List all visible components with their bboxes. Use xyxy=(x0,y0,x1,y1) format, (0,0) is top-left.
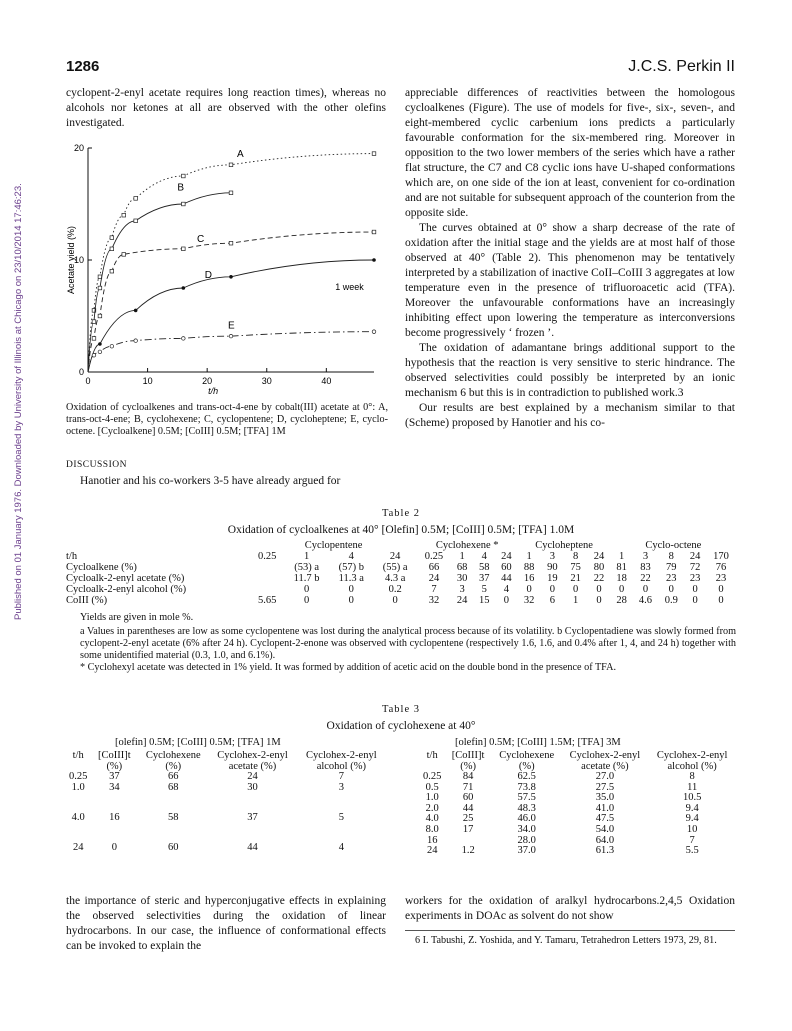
column-header: Cyclohex-2-enyl acetate (%) xyxy=(569,750,641,772)
table-cell: 0 xyxy=(111,841,117,853)
data-point xyxy=(122,213,126,217)
paragraph: Our results are best explained by a mechanism similar to that (Scheme) proposed by Hanotier and his co- xyxy=(405,402,735,429)
paragraph: The curves obtained at 0° show a sharp decrease of the rate of oxidation after the initial stage and the yields are at most half of those observed at 40° (Table 2). This phenomenon may be tentatively interpreted by a stabilization of inactive CoII–CoIII 3 aggregates at low temperature even in the presence of trifluoroacetic acid (TFA). Moreover the unfavourable conformations have an increasingly inhibiting effect upon lowering the temperature as interconversions become progressively ‘ frozen ’. xyxy=(405,222,735,339)
table-cell: 0 xyxy=(549,584,556,595)
data-point xyxy=(372,230,376,234)
table-cell: 8 xyxy=(573,551,579,562)
table-cell: 10 xyxy=(686,823,698,835)
x-tick-label: 20 xyxy=(202,376,213,386)
data-point xyxy=(134,219,138,223)
table-cell: 0 xyxy=(348,584,354,595)
table-cell: 0.25 xyxy=(257,551,277,562)
table-cell: 0 xyxy=(348,595,354,606)
table-row xyxy=(66,551,736,562)
table-row xyxy=(420,846,736,857)
data-point xyxy=(182,202,186,206)
table2-note: Yields are given in mole %. xyxy=(80,612,194,623)
table3-right-conditions: [olefin] 0.5M; [CoIII] 1.5M; [TFA] 3M xyxy=(455,737,621,748)
table-row xyxy=(66,595,736,606)
table-cell: 46.0 xyxy=(517,813,536,825)
table-cell: 9.4 xyxy=(685,802,699,814)
table-cell: 1 xyxy=(526,551,532,562)
table-cell: 11.3 a xyxy=(338,573,364,584)
table-cell: 37 xyxy=(479,573,490,584)
paragraph: cyclopent-2-enyl acetate requires long reaction times), whereas no alcohols nor ketones at all are observed with the other olefins investigated. xyxy=(66,87,386,129)
table-cell: (53) a xyxy=(294,562,319,573)
table2-footnote-a-b: a Values in parentheses are low as some cyclopentene was lost during the analytical process because of its volatility. b Cyclopentadiene was slowly formed from cyclopent-2-enyl acetate (6% after 24 h). Cyclopent-2-enone was observed with cyclopentene (respectively 1.6, 1.6, and 0.4% after 1, 4, and 24 h) together with some unidentified material (0.3, 1.0, and 6.1%). xyxy=(80,626,736,661)
column-header: Cyclohexene (%) xyxy=(145,750,201,772)
table-cell: 28.0 xyxy=(517,834,536,846)
table-cell: 24 xyxy=(501,551,512,562)
column-header: [CoIII]t (%) xyxy=(97,750,131,772)
table-cell: 48.3 xyxy=(517,802,536,814)
table2-footnote-star: * Cyclohexyl acetate was detected in 1% yield. It was formed by addition of acetic acid on the double bond in the presence of TFA. xyxy=(80,662,616,673)
table-cell: 24 xyxy=(593,551,605,562)
table-row xyxy=(66,573,736,584)
table-cell: 19 xyxy=(547,573,558,584)
table-cell: 71 xyxy=(462,781,474,793)
table-cell: 0.5 xyxy=(425,781,439,793)
column-header: Cyclohex-2-enyl alcohol (%) xyxy=(656,750,728,772)
table-cell: 0 xyxy=(692,595,698,606)
table2-group: Cyclo-octene xyxy=(645,540,702,551)
table3-header xyxy=(420,750,736,772)
table-cell: 23 xyxy=(715,573,727,584)
data-point xyxy=(229,163,233,167)
table-cell: 80 xyxy=(593,562,605,573)
table-cell: 1.2 xyxy=(461,845,475,857)
table-cell: 66 xyxy=(168,771,179,782)
table2 xyxy=(66,540,736,606)
table-cell: 35.0 xyxy=(595,792,615,804)
table-cell: 170 xyxy=(713,551,729,562)
table-cell: 0 xyxy=(642,584,649,595)
table-cell: 0 xyxy=(303,584,310,595)
table-cell: 1 xyxy=(573,595,579,606)
row-label: t/h xyxy=(66,551,78,562)
table-cell: 0.25 xyxy=(424,551,444,562)
table-cell: 37 xyxy=(109,771,120,782)
table-cell: 81 xyxy=(616,562,627,573)
table-cell: 0 xyxy=(596,584,602,595)
table-cell: 88 xyxy=(523,562,535,573)
table-cell: 72 xyxy=(689,562,701,573)
data-point xyxy=(372,152,376,156)
table-cell: 16 xyxy=(109,811,120,823)
table-cell: 3 xyxy=(549,551,556,562)
y-tick-label: 0 xyxy=(78,367,84,377)
data-point xyxy=(122,253,126,257)
table-cell: 11.7 b xyxy=(293,573,320,584)
table-cell: 57.5 xyxy=(517,792,536,804)
table-cell: 34 xyxy=(109,781,120,793)
table-cell: 0 xyxy=(573,584,579,595)
table-cell: 4 xyxy=(503,584,510,595)
table-cell: 8 xyxy=(668,551,674,562)
footnote: 6 I. Tabushi, Z. Yoshida, and Y. Tamaru, Tetrahedron Letters 1973, 29, 81. xyxy=(405,930,735,947)
table-cell: 47.5 xyxy=(595,813,615,825)
data-point xyxy=(92,337,96,341)
page-number: 1286 xyxy=(66,58,100,75)
table2-caption: Table 2 xyxy=(381,508,421,519)
table-row xyxy=(66,843,386,873)
table-cell: 10.5 xyxy=(682,792,702,804)
bottom-right-text: workers for the oxidation of aralkyl hydrocarbons.2,4,5 Oxidation experiments in DOAc as solvent do not show xyxy=(405,895,735,922)
series-line-B xyxy=(88,193,231,372)
bottom-left-text: the importance of steric and hyperconjugative effects in explaining the observed selectivities during the oxidation of linear hydrocarbons. In our case, the influence of conformational effects can be invoked to explain the xyxy=(66,895,386,952)
table-row xyxy=(66,813,386,843)
table-cell: 73.8 xyxy=(517,781,536,793)
table-cell: 5.5 xyxy=(685,845,699,857)
table-cell: 23 xyxy=(689,573,701,584)
data-point xyxy=(134,197,138,201)
table-cell: 30 xyxy=(247,781,258,793)
table-cell: 0.9 xyxy=(664,595,678,606)
data-point xyxy=(372,258,376,262)
table-cell: 15 xyxy=(479,595,490,606)
x-tick-label: 40 xyxy=(321,376,332,386)
table-cell: 58 xyxy=(168,811,179,823)
table-cell: 8 xyxy=(689,771,695,782)
table-cell: 0 xyxy=(668,584,674,595)
table-cell: 22 xyxy=(593,573,605,584)
row-label: CoIII (%) xyxy=(66,595,108,606)
table-cell: 27.5 xyxy=(595,781,615,793)
data-point xyxy=(182,337,186,341)
table-cell: 58 xyxy=(479,562,490,573)
table-cell: 90 xyxy=(547,562,558,573)
series-line-A xyxy=(88,154,374,372)
table-cell: 27.0 xyxy=(595,771,615,782)
table-cell: 4 xyxy=(348,551,354,562)
table-cell: 84 xyxy=(462,771,474,782)
data-point xyxy=(229,334,233,338)
x-tick-label: 0 xyxy=(85,376,91,386)
column-header: [CoIII]t (%) xyxy=(451,750,485,772)
table-cell: 0 xyxy=(718,584,724,595)
table-cell: 0.2 xyxy=(388,584,402,595)
table-cell: 7 xyxy=(689,834,695,846)
table-cell: (57) b xyxy=(338,562,364,573)
data-point xyxy=(92,320,96,324)
table2-group: Cyclohexene * xyxy=(435,540,499,551)
table-cell: 4 xyxy=(481,551,487,562)
table-cell: 24 xyxy=(247,771,258,782)
table-cell: 6 xyxy=(549,595,556,606)
right-column xyxy=(405,86,735,431)
data-point xyxy=(134,309,138,313)
discussion-text: Hanotier and his co-workers 3-5 have already argued for xyxy=(80,475,341,487)
table-cell: 16 xyxy=(426,834,438,846)
table-cell: 60 xyxy=(168,841,179,853)
table-cell: 30 xyxy=(456,573,468,584)
paragraph: appreciable differences of reactivities between the homologous cycloalkenes (Figure). The use of models for five-, six-, seven-, and eight-membered cyclic carbenium ions predicts a particularly favourable conformation for the six-membered ring. Moreover in opposition to the two lower members of the series which have a rather flat structure, the C7 and C8 cyclic ions have U-shaped conformations which are, on one side of the ion at least, convenient for co-ordination and are not suitable for subsequent approach of the counterion from the opposite side. xyxy=(405,87,735,219)
table-cell: 16 xyxy=(523,573,535,584)
table-cell: 8.0 xyxy=(425,823,439,835)
y-axis-label: Acetate yield (%) xyxy=(66,225,76,295)
table-cell: 7 xyxy=(338,771,344,782)
table-cell: 3 xyxy=(338,781,344,793)
table-cell: 7 xyxy=(431,584,437,595)
table-row xyxy=(66,783,386,813)
table-cell: 79 xyxy=(666,562,677,573)
table-cell: 0 xyxy=(303,595,310,606)
table-cell xyxy=(250,573,284,584)
table-cell: 34.0 xyxy=(517,823,536,835)
table-cell: 9.4 xyxy=(685,813,699,825)
table3-left-conditions: [olefin] 0.5M; [CoIII] 0.5M; [TFA] 1M xyxy=(115,737,281,748)
table-cell: 4 xyxy=(338,841,344,853)
table3-right xyxy=(420,750,736,857)
table-cell: 21 xyxy=(570,573,581,584)
table-cell: 68 xyxy=(456,562,468,573)
table-cell: 5 xyxy=(338,811,344,823)
annotation-1-week: 1 week xyxy=(335,282,364,293)
table-row xyxy=(66,584,736,595)
x-tick-label: 30 xyxy=(261,376,272,386)
column-header: t/h xyxy=(72,750,84,761)
table-cell: 24 xyxy=(428,573,440,584)
data-point xyxy=(98,286,102,290)
table-cell: 60 xyxy=(501,562,512,573)
column-header: t/h xyxy=(426,750,438,761)
table-cell: 0 xyxy=(596,595,602,606)
data-point xyxy=(110,269,114,273)
table-cell: 4.3 a xyxy=(384,573,406,584)
data-point xyxy=(182,286,186,290)
figure-caption: Oxidation of cycloalkenes and trans-oct-4-ene by cobalt(III) acetate at 0°: A, trans-oct-4-ene; B, cyclohexene; C, cyclopentene; D, cycloheptene; E, cyclo-octene. [Cycloalkene] 0.5M; [CoIII] 0.5M; [TFA] 1M xyxy=(66,402,388,437)
table-cell: 0 xyxy=(526,584,532,595)
table-cell: 54.0 xyxy=(595,823,615,835)
table-cell: 2.0 xyxy=(425,802,439,814)
table-cell: 1.0 xyxy=(71,781,85,793)
table-cell: 28 xyxy=(616,595,627,606)
table-cell xyxy=(250,584,284,595)
table-cell: 3 xyxy=(459,584,465,595)
table-cell: 3 xyxy=(642,551,649,562)
table-cell: 64.0 xyxy=(595,834,615,846)
data-point xyxy=(110,236,114,240)
series-label: B xyxy=(177,182,185,194)
data-point xyxy=(229,275,233,279)
row-label: Cycloalkene (%) xyxy=(66,562,137,573)
table2-group-header xyxy=(66,540,736,551)
paragraph: The oxidation of adamantane brings additional support to the hypothesis that the reaction is very sensitive to steric hindrance. The observed selectivities could possibly be interpreted by an ionic mechanism 6 but this is in contradiction to published work.3 xyxy=(405,342,735,399)
table-cell: 25 xyxy=(462,813,474,825)
data-point xyxy=(98,342,102,346)
table-cell: 1 xyxy=(303,551,310,562)
column-header: Cyclohex-2-enyl alcohol (%) xyxy=(306,750,377,772)
table-cell: 11 xyxy=(687,781,698,793)
table3-caption: Table 3 xyxy=(381,704,421,715)
table-cell: 5.65 xyxy=(257,595,277,606)
column-header: Cyclohex-2-enyl acetate (%) xyxy=(217,750,288,772)
table3-title: Oxidation of cyclohexene at 40° xyxy=(326,720,476,732)
data-point xyxy=(134,339,138,343)
table-cell: 66 xyxy=(428,562,440,573)
column-header: Cyclohexene (%) xyxy=(499,750,555,772)
table-cell: 4.0 xyxy=(425,813,439,825)
table-row xyxy=(66,772,386,783)
data-point xyxy=(92,353,96,357)
table-cell: 24 xyxy=(72,841,84,853)
data-point xyxy=(98,350,102,354)
series-label: A xyxy=(236,148,244,160)
table-cell: 41.0 xyxy=(595,802,615,814)
table-cell: 4.6 xyxy=(638,595,653,606)
discussion-heading: DISCUSSION xyxy=(66,460,127,470)
table-cell: 83 xyxy=(640,562,651,573)
table-cell: 0 xyxy=(618,584,625,595)
table-cell: 37.0 xyxy=(517,845,536,857)
table3-left xyxy=(66,750,386,873)
table-cell: 22 xyxy=(640,573,651,584)
table-cell: 1.0 xyxy=(425,792,439,804)
row-label: Cycloalk-2-enyl alcohol (%) xyxy=(66,584,187,595)
table-cell: 0 xyxy=(692,584,698,595)
data-point xyxy=(372,330,376,334)
series-line-C xyxy=(88,232,374,372)
table-cell: 44 xyxy=(501,573,512,584)
x-tick-label: 10 xyxy=(142,376,153,386)
table-cell: 24 xyxy=(389,551,401,562)
table-cell: 0.25 xyxy=(423,771,442,782)
table2-group: Cyclopentene xyxy=(304,540,363,551)
series-label: D xyxy=(204,269,213,281)
sidebar-provenance xyxy=(4,150,22,620)
y-tick-label: 20 xyxy=(73,143,84,153)
table-cell: 1 xyxy=(459,551,465,562)
journal-title: J.C.S. Perkin II xyxy=(628,58,735,75)
series-label: E xyxy=(228,320,235,332)
data-point xyxy=(229,191,233,195)
row-label: Cycloalk-2-enyl acetate (%) xyxy=(66,573,185,584)
data-point xyxy=(182,174,186,178)
table-cell: 18 xyxy=(616,573,627,584)
data-point xyxy=(110,344,114,348)
table-cell: 0 xyxy=(392,595,398,606)
series-label: C xyxy=(197,234,205,246)
provenance-text: Published on 01 January 1976. Downloaded by University of Illinois at Chicago on 23/10/2014 17:46:23. xyxy=(13,183,24,620)
table-cell: 37 xyxy=(247,811,258,823)
table-cell: 60 xyxy=(462,792,474,804)
table-cell: 32 xyxy=(523,595,535,606)
data-point xyxy=(182,247,186,251)
table-cell: 23 xyxy=(666,573,677,584)
y-tick-label: 10 xyxy=(73,255,84,265)
table-cell: 1 xyxy=(618,551,625,562)
table-cell: 76 xyxy=(715,562,727,573)
table-cell: 61.3 xyxy=(595,845,615,857)
yield-chart xyxy=(64,140,386,395)
table-cell: 4.0 xyxy=(71,811,85,823)
table-row xyxy=(420,772,736,783)
table2-title: Oxidation of cycloalkenes at 40° [Olefin] 0.5M; [CoIII] 0.5M; [TFA] 1.0M xyxy=(227,524,575,536)
table-cell: 62.5 xyxy=(517,771,536,782)
table-cell: 0 xyxy=(718,595,724,606)
data-point xyxy=(98,314,102,318)
table3-header xyxy=(66,750,386,772)
table-cell: 24 xyxy=(689,551,701,562)
table-cell: 68 xyxy=(168,781,179,793)
table-cell xyxy=(250,562,284,573)
table-cell: 5 xyxy=(481,584,487,595)
data-point xyxy=(229,241,233,245)
table-cell: (55) a xyxy=(382,562,408,573)
table-cell: 0 xyxy=(503,595,510,606)
x-axis-label: t/h xyxy=(208,386,219,395)
table-cell: 32 xyxy=(428,595,440,606)
table-cell: 0.25 xyxy=(69,771,88,782)
table2-group: Cycloheptene xyxy=(535,540,593,551)
table-cell: 44 xyxy=(247,841,258,853)
table-cell: 44 xyxy=(462,802,474,814)
table-cell: 24 xyxy=(426,845,438,857)
left-column-top xyxy=(66,86,386,131)
table-row xyxy=(66,562,736,573)
table-row xyxy=(420,825,736,836)
data-point xyxy=(110,247,114,251)
table-cell: 75 xyxy=(570,562,581,573)
table-cell: 24 xyxy=(456,595,468,606)
table-cell: 17 xyxy=(462,823,474,835)
